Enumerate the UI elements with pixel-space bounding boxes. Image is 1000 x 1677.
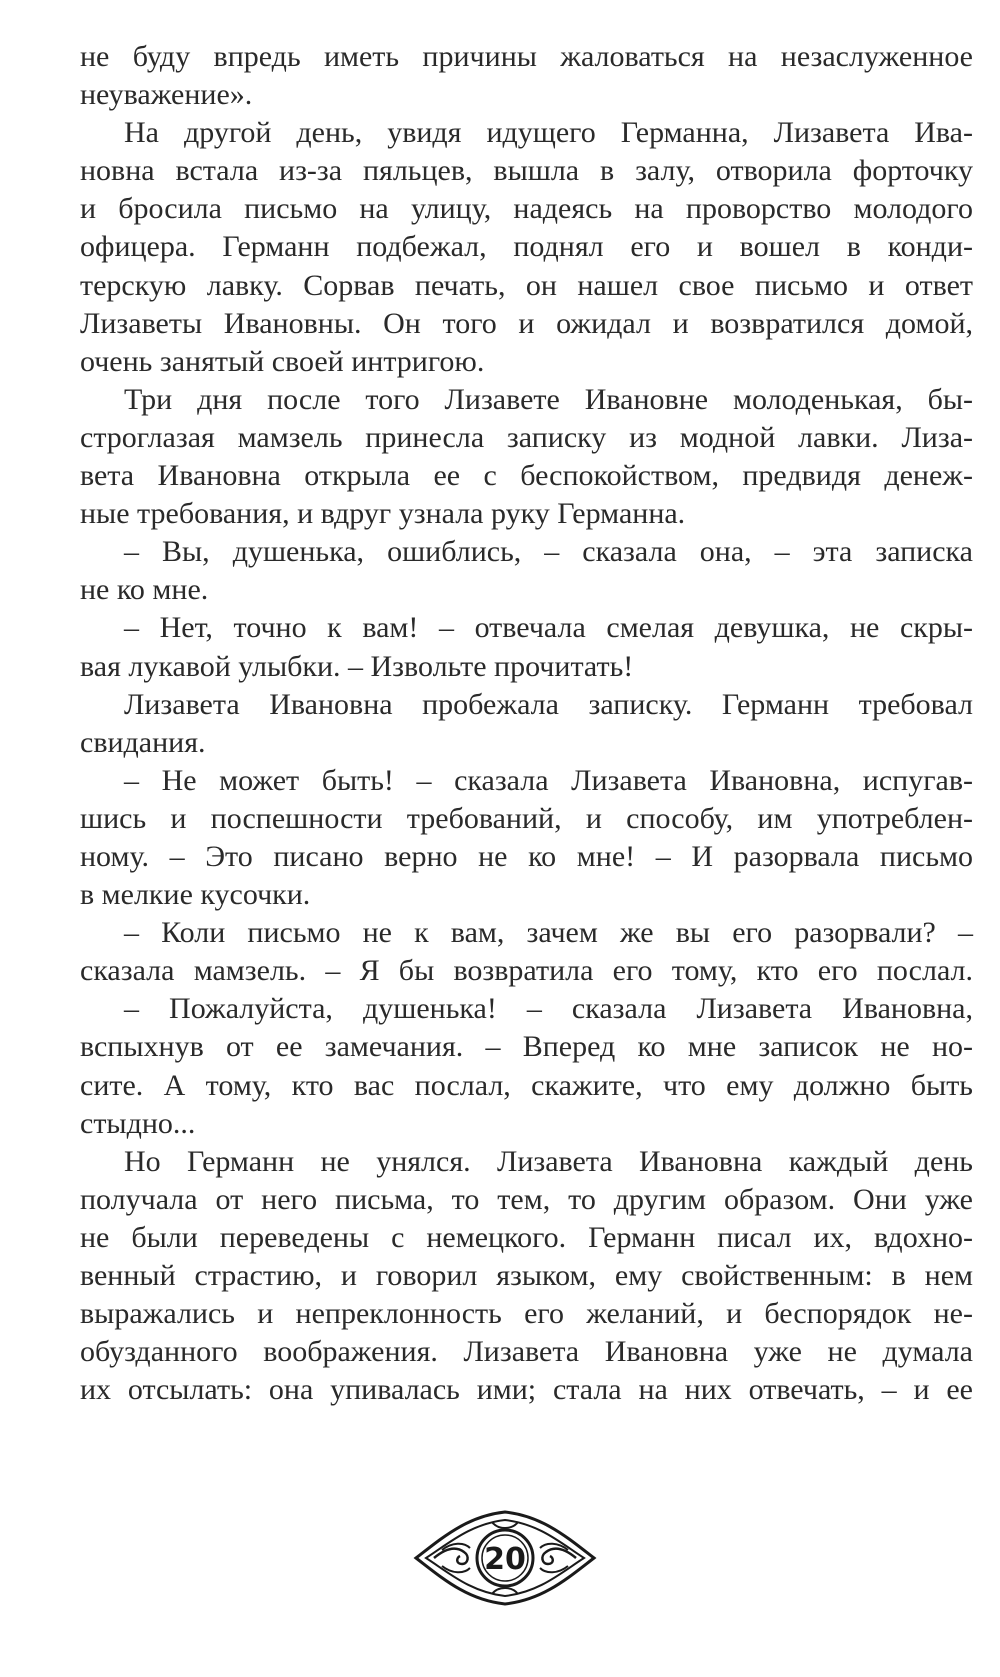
- text-line-24: – Коли письмо не к вам, зачем же вы его разорвали? –: [124, 916, 973, 950]
- text-line-27: вспыхнув от ее замечания. – Вперед ко мне записок не но-: [80, 1030, 973, 1064]
- page-number: 20: [484, 1542, 526, 1577]
- text-line-26: – Пожалуйста, душенька! – сказала Лизавета Ивановна,: [124, 992, 973, 1026]
- text-line-1: не буду впредь иметь причины жаловаться на незаслуженное: [80, 40, 973, 73]
- text-line-30: Но Германн не унялся. Лизавета Ивановна каждый день: [124, 1144, 973, 1178]
- text-line-29: стыдно...: [80, 1106, 196, 1140]
- text-line-5: и бросила письмо на улицу, надеясь на проворство молодого: [80, 192, 973, 226]
- text-line-32: не были переведены с немецкого. Германн писал их, вдохно-: [80, 1220, 973, 1254]
- text-line-23: в мелкие кусочки.: [80, 878, 311, 912]
- page-body: [80, 38, 973, 1409]
- page-number-ornament: [412, 1508, 598, 1608]
- text-line-6: офицера. Германн подбежал, поднял его и вошел в конди-: [80, 230, 973, 264]
- text-line-31: получала от него письма, то тем, то другим образом. Они уже: [80, 1182, 973, 1216]
- text-line-28: сите. А тому, кто вас послал, скажите, что ему должно быть: [80, 1068, 973, 1102]
- text-line-21: шись и поспешности требований, и способу, им употреблен-: [80, 801, 973, 835]
- text-line-20: – Не может быть! – сказала Лизавета Ивановна, испугав-: [124, 763, 973, 797]
- text-line-7: терскую лавку. Сорвав печать, он нашел свое письмо и ответ: [80, 268, 973, 302]
- text-line-8: Лизаветы Ивановны. Он того и ожидал и возвратился домой,: [80, 306, 973, 340]
- text-line-14: – Вы, душенька, ошиблись, – сказала она, – эта записка: [124, 535, 973, 569]
- text-line-9: очень занятый своей интригою.: [80, 344, 485, 378]
- text-line-35: обузданного воображения. Лизавета Ивановна уже не думала: [80, 1335, 973, 1369]
- text-line-10: Три дня после того Лизавете Ивановне молоденькая, бы-: [124, 382, 973, 416]
- text-line-19: свидания.: [80, 725, 206, 759]
- text-line-13: ные требования, и вдруг узнала руку Германна.: [80, 497, 686, 531]
- text-line-11: строглазая мамзель принесла записку из модной лавки. Лиза-: [80, 420, 973, 454]
- text-line-12: вета Ивановна открыла ее с беспокойством, предвидя денеж-: [80, 459, 973, 493]
- text-line-22: ному. – Это писано верно не ко мне! – И разорвала письмо: [80, 839, 973, 873]
- text-line-36: их отсылать: она упивалась ими; стала на них отвечать, – и ее: [80, 1373, 973, 1407]
- text-line-33: венный страстию, и говорил языком, ему свойственным: в нем: [80, 1259, 973, 1292]
- text-line-34: выражались и непреклонность его желаний, и беспорядок не-: [80, 1297, 973, 1331]
- text-line-25: сказала мамзель. – Я бы возвратила его тому, кто его послал.: [80, 954, 973, 988]
- text-line-17: вая лукавой улыбки. – Извольте прочитать!: [80, 649, 634, 683]
- text-line-16: – Нет, точно к вам! – отвечала смелая девушка, не скры-: [124, 611, 973, 645]
- text-line-4: новна встала из-за пяльцев, вышла в залу, отворила форточку: [80, 154, 973, 188]
- text-line-3: На другой день, увидя идущего Германна, Лизавета Ива-: [124, 116, 973, 150]
- text-line-15: не ко мне.: [80, 573, 209, 607]
- text-line-18: Лизавета Ивановна пробежала записку. Германн требовал: [124, 687, 973, 721]
- text-line-2: неуважение».: [80, 78, 253, 112]
